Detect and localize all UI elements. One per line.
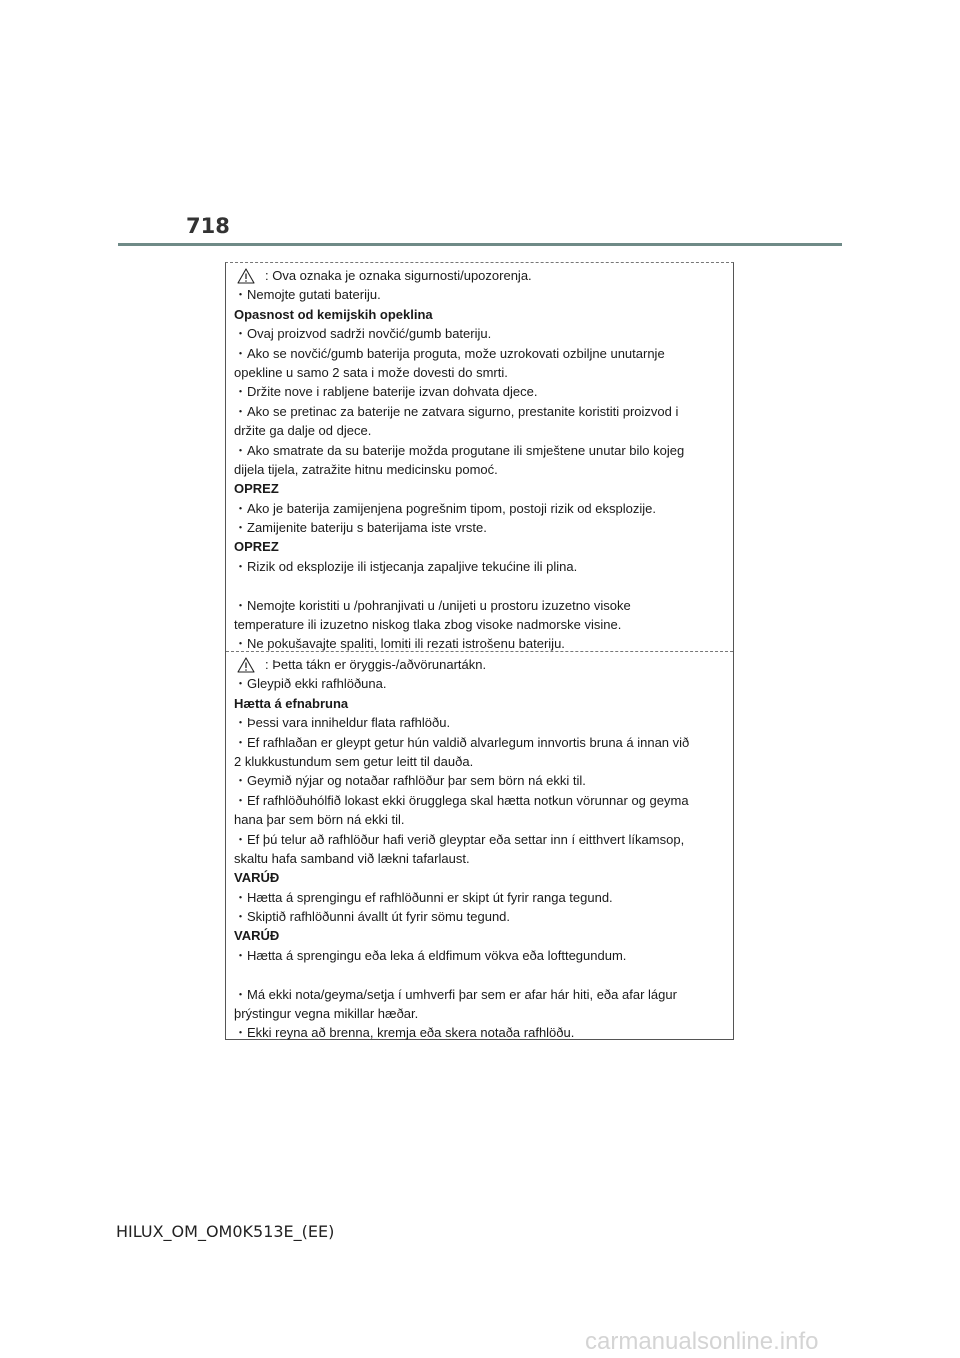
text-line: ・Hætta á sprengingu eða leka á eldfimum vökva eða lofttegundum.: [234, 947, 627, 963]
text-line: ・Skiptið rafhlöðunni ávallt út fyrir sömu tegund.: [234, 909, 511, 925]
battery-warning-box: [225, 262, 734, 1040]
text-line: ・Ef rafhlaðan er gleypt getur hún valdið alvarlegum innvortis bruna á innan við: [234, 734, 690, 750]
text-line: ・Hætta á sprengingu ef rafhlöðunni er skipt út fyrir ranga tegund.: [234, 889, 613, 905]
text-line: temperature ili izuzetno niskog tlaka zbog visoke nadmorske visine.: [234, 617, 622, 633]
text-line: hana þar sem börn ná ekki til.: [234, 812, 405, 828]
text-line: ・Gleypið ekki rafhlöðuna.: [234, 676, 387, 692]
section-divider: [226, 651, 733, 652]
section-heading: OPREZ: [234, 481, 279, 497]
text-line: þrýstingur vegna mikillar hæðar.: [234, 1006, 419, 1022]
text-line: ・Ef rafhlöðuhólfið lokast ekki örugglega skal hætta notkun vörunnar og geyma: [234, 792, 689, 808]
text-line: ・Nemojte gutati bateriju.: [234, 287, 381, 303]
text-line: ・Ako se pretinac za baterije ne zatvara sigurno, prestanite koristiti proizvod i: [234, 403, 679, 419]
text-line: ・Nemojte koristiti u /pohranjivati u /unijeti u prostoru izuzetno visoke: [234, 597, 631, 613]
text-line: ・Má ekki nota/geyma/setja í umhverfi þar sem er afar hár hiti, eða afar lágur: [234, 986, 677, 1002]
text-line: ・Rizik od eksplozije ili istjecanja zapaljive tekućine ili plina.: [234, 558, 578, 574]
text-line: ・Þessi vara inniheldur flata rafhlöðu.: [234, 715, 451, 731]
page-number: 718: [186, 214, 230, 238]
section-heading: Opasnost od kemijskih opeklina: [234, 306, 433, 322]
text-line: [234, 965, 725, 984]
text-line: ・Ef þú telur að rafhlöður hafi verið gleyptar eða settar inn í eitthvert líkamsop,: [234, 831, 685, 847]
text-line: ・Ovaj proizvod sadrži novčić/gumb bateriju.: [234, 326, 492, 342]
warning-symbol-text: : Ova oznaka je oznaka sigurnosti/upozorenja.: [265, 268, 532, 283]
text-line: ・Ako se novčić/gumb baterija proguta, može uzrokovati ozbiljne unutarnje: [234, 345, 665, 361]
text-line: ・Ekki reyna að brenna, kremja eða skera notaða rafhlöðu.: [234, 1025, 575, 1041]
text-line: ・Ako je baterija zamijenjena pogrešnim tipom, postoji rizik od eksplozije.: [234, 500, 656, 516]
section-heading: VARÚÐ: [234, 870, 280, 886]
text-line: 2 klukkustundum sem getur leitt til dauða.: [234, 753, 474, 769]
document-code: HILUX_OM_OM0K513E_(EE): [116, 1222, 335, 1241]
section-heading: Hætta á efnabruna: [234, 695, 349, 711]
warning-symbol-line: [234, 266, 725, 285]
header-rule: [118, 243, 842, 246]
text-line: ・Držite nove i rabljene baterije izvan dohvata djece.: [234, 384, 538, 400]
icelandic-lines: [234, 674, 725, 1042]
text-line: ・Geymið nýjar og notaðar rafhlöður þar sem börn ná ekki til.: [234, 773, 586, 789]
warning-symbol-line: [234, 655, 725, 674]
section-heading: OPREZ: [234, 539, 279, 555]
watermark: carmanualsonline.info: [585, 1328, 819, 1355]
text-line: [234, 576, 725, 595]
text-line: ・Zamijenite bateriju s baterijama iste vrste.: [234, 520, 487, 536]
croatian-warning-section: [226, 266, 733, 654]
text-line: skaltu hafa samband við lækni tafarlaust.: [234, 850, 470, 866]
warning-symbol-text: : Þetta tákn er öryggis-/aðvörunartákn.: [265, 657, 487, 672]
text-line: ・Ne pokušavajte spaliti, lomiti ili rezati istrošenu bateriju.: [234, 636, 565, 652]
warning-triangle-icon: [237, 657, 255, 673]
text-line: ・Ako smatrate da su baterije možda progutane ili smještene unutar bilo kojeg: [234, 442, 685, 458]
icelandic-warning-section: [226, 655, 733, 1043]
warning-triangle-icon: [237, 268, 255, 284]
text-line: dijela tijela, zatražite hitnu medicinsku pomoć.: [234, 461, 498, 477]
croatian-lines: [234, 285, 725, 653]
text-line: držite ga dalje od djece.: [234, 423, 372, 439]
section-heading: VARÚÐ: [234, 928, 280, 944]
text-line: opekline u samo 2 sata i može dovesti do smrti.: [234, 364, 508, 380]
